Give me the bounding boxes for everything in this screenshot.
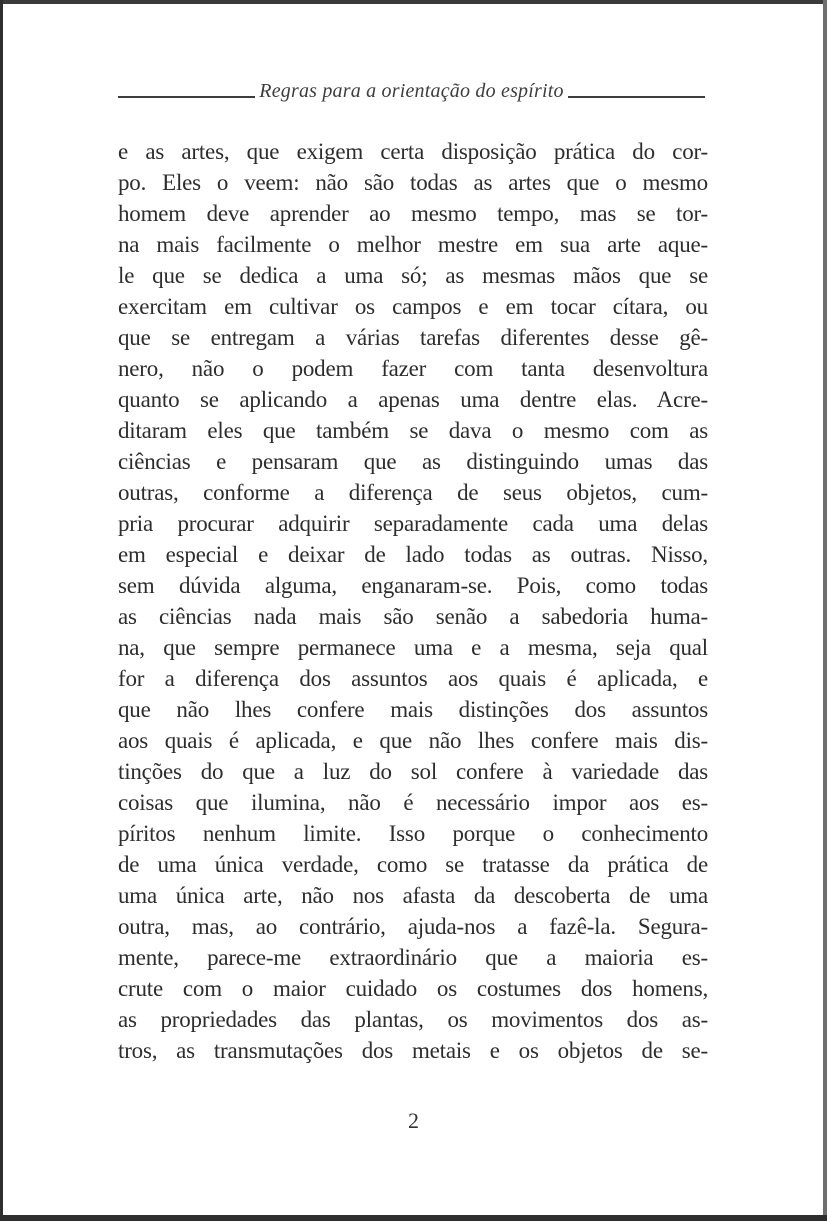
text-line: crute com o maior cuidado os costumes dos homens, — [118, 976, 708, 1001]
text-line: ditaram eles que também se dava o mesmo com as — [118, 418, 708, 443]
scan-edge-right — [823, 0, 827, 1221]
text-line: aos quais é aplicada, e que não lhes confere mais dis- — [118, 728, 708, 753]
text-line: tros, as transmutações dos metais e os objetos de se- — [118, 1038, 708, 1063]
text-line: que não lhes confere mais distinções dos assuntos — [118, 697, 708, 722]
text-line: for a diferença dos assuntos aos quais é aplicada, e — [118, 666, 708, 691]
text-line: na, que sempre permanece uma e a mesma, seja qual — [118, 635, 708, 660]
scan-edge-left — [0, 0, 3, 1221]
text-line: homem deve aprender ao mesmo tempo, mas se tor- — [118, 201, 708, 226]
text-line: em especial e deixar de lado todas as outras. Nisso, — [118, 542, 708, 567]
text-line: as ciências nada mais são senão a sabedoria huma- — [118, 604, 708, 629]
text-line: mente, parece-me extraordinário que a maioria es- — [118, 945, 708, 970]
text-line: quanto se aplicando a apenas uma dentre elas. Acre- — [118, 387, 708, 412]
scan-edge-bottom — [0, 1215, 827, 1221]
text-line: e as artes, que exigem certa disposição prática do cor- — [118, 139, 708, 164]
text-line: que se entregam a várias tarefas diferentes desse gê- — [118, 325, 708, 350]
text-line: as propriedades das plantas, os movimentos dos as- — [118, 1007, 708, 1032]
text-line: exercitam em cultivar os campos e em tocar cítara, ou — [118, 294, 708, 319]
scan-edge-top — [0, 0, 827, 4]
text-line: coisas que ilumina, não é necessário impor aos es- — [118, 790, 708, 815]
running-head-rule-left — [118, 96, 255, 98]
text-line: ciências e pensaram que as distinguindo umas das — [118, 449, 708, 474]
running-head-rule-right — [568, 96, 705, 98]
running-head — [118, 80, 705, 102]
running-head-title: Regras para a orientação do espírito — [259, 80, 564, 102]
text-line: outra, mas, ao contrário, ajuda-nos a fazê-la. Segura- — [118, 914, 708, 939]
text-line: pria procurar adquirir separadamente cada uma delas — [118, 511, 708, 536]
text-line: tinções do que a luz do sol confere à variedade das — [118, 759, 708, 784]
text-line: uma única arte, não nos afasta da descoberta de uma — [118, 883, 708, 908]
text-line: nero, não o podem fazer com tanta desenvoltura — [118, 356, 708, 381]
text-line: po. Eles o veem: não são todas as artes que o mesmo — [118, 170, 708, 195]
text-line: na mais facilmente o melhor mestre em sua arte aque- — [118, 232, 708, 257]
text-line: sem dúvida alguma, enganaram-se. Pois, como todas — [118, 573, 708, 598]
page-number: 2 — [408, 1108, 419, 1133]
text-line: píritos nenhum limite. Isso porque o conhecimento — [118, 821, 708, 846]
text-line: le que se dedica a uma só; as mesmas mãos que se — [118, 263, 708, 288]
text-line: de uma única verdade, como se tratasse da prática de — [118, 852, 708, 877]
body-text — [118, 136, 708, 1066]
text-line: outras, conforme a diferença de seus objetos, cum- — [118, 480, 708, 505]
